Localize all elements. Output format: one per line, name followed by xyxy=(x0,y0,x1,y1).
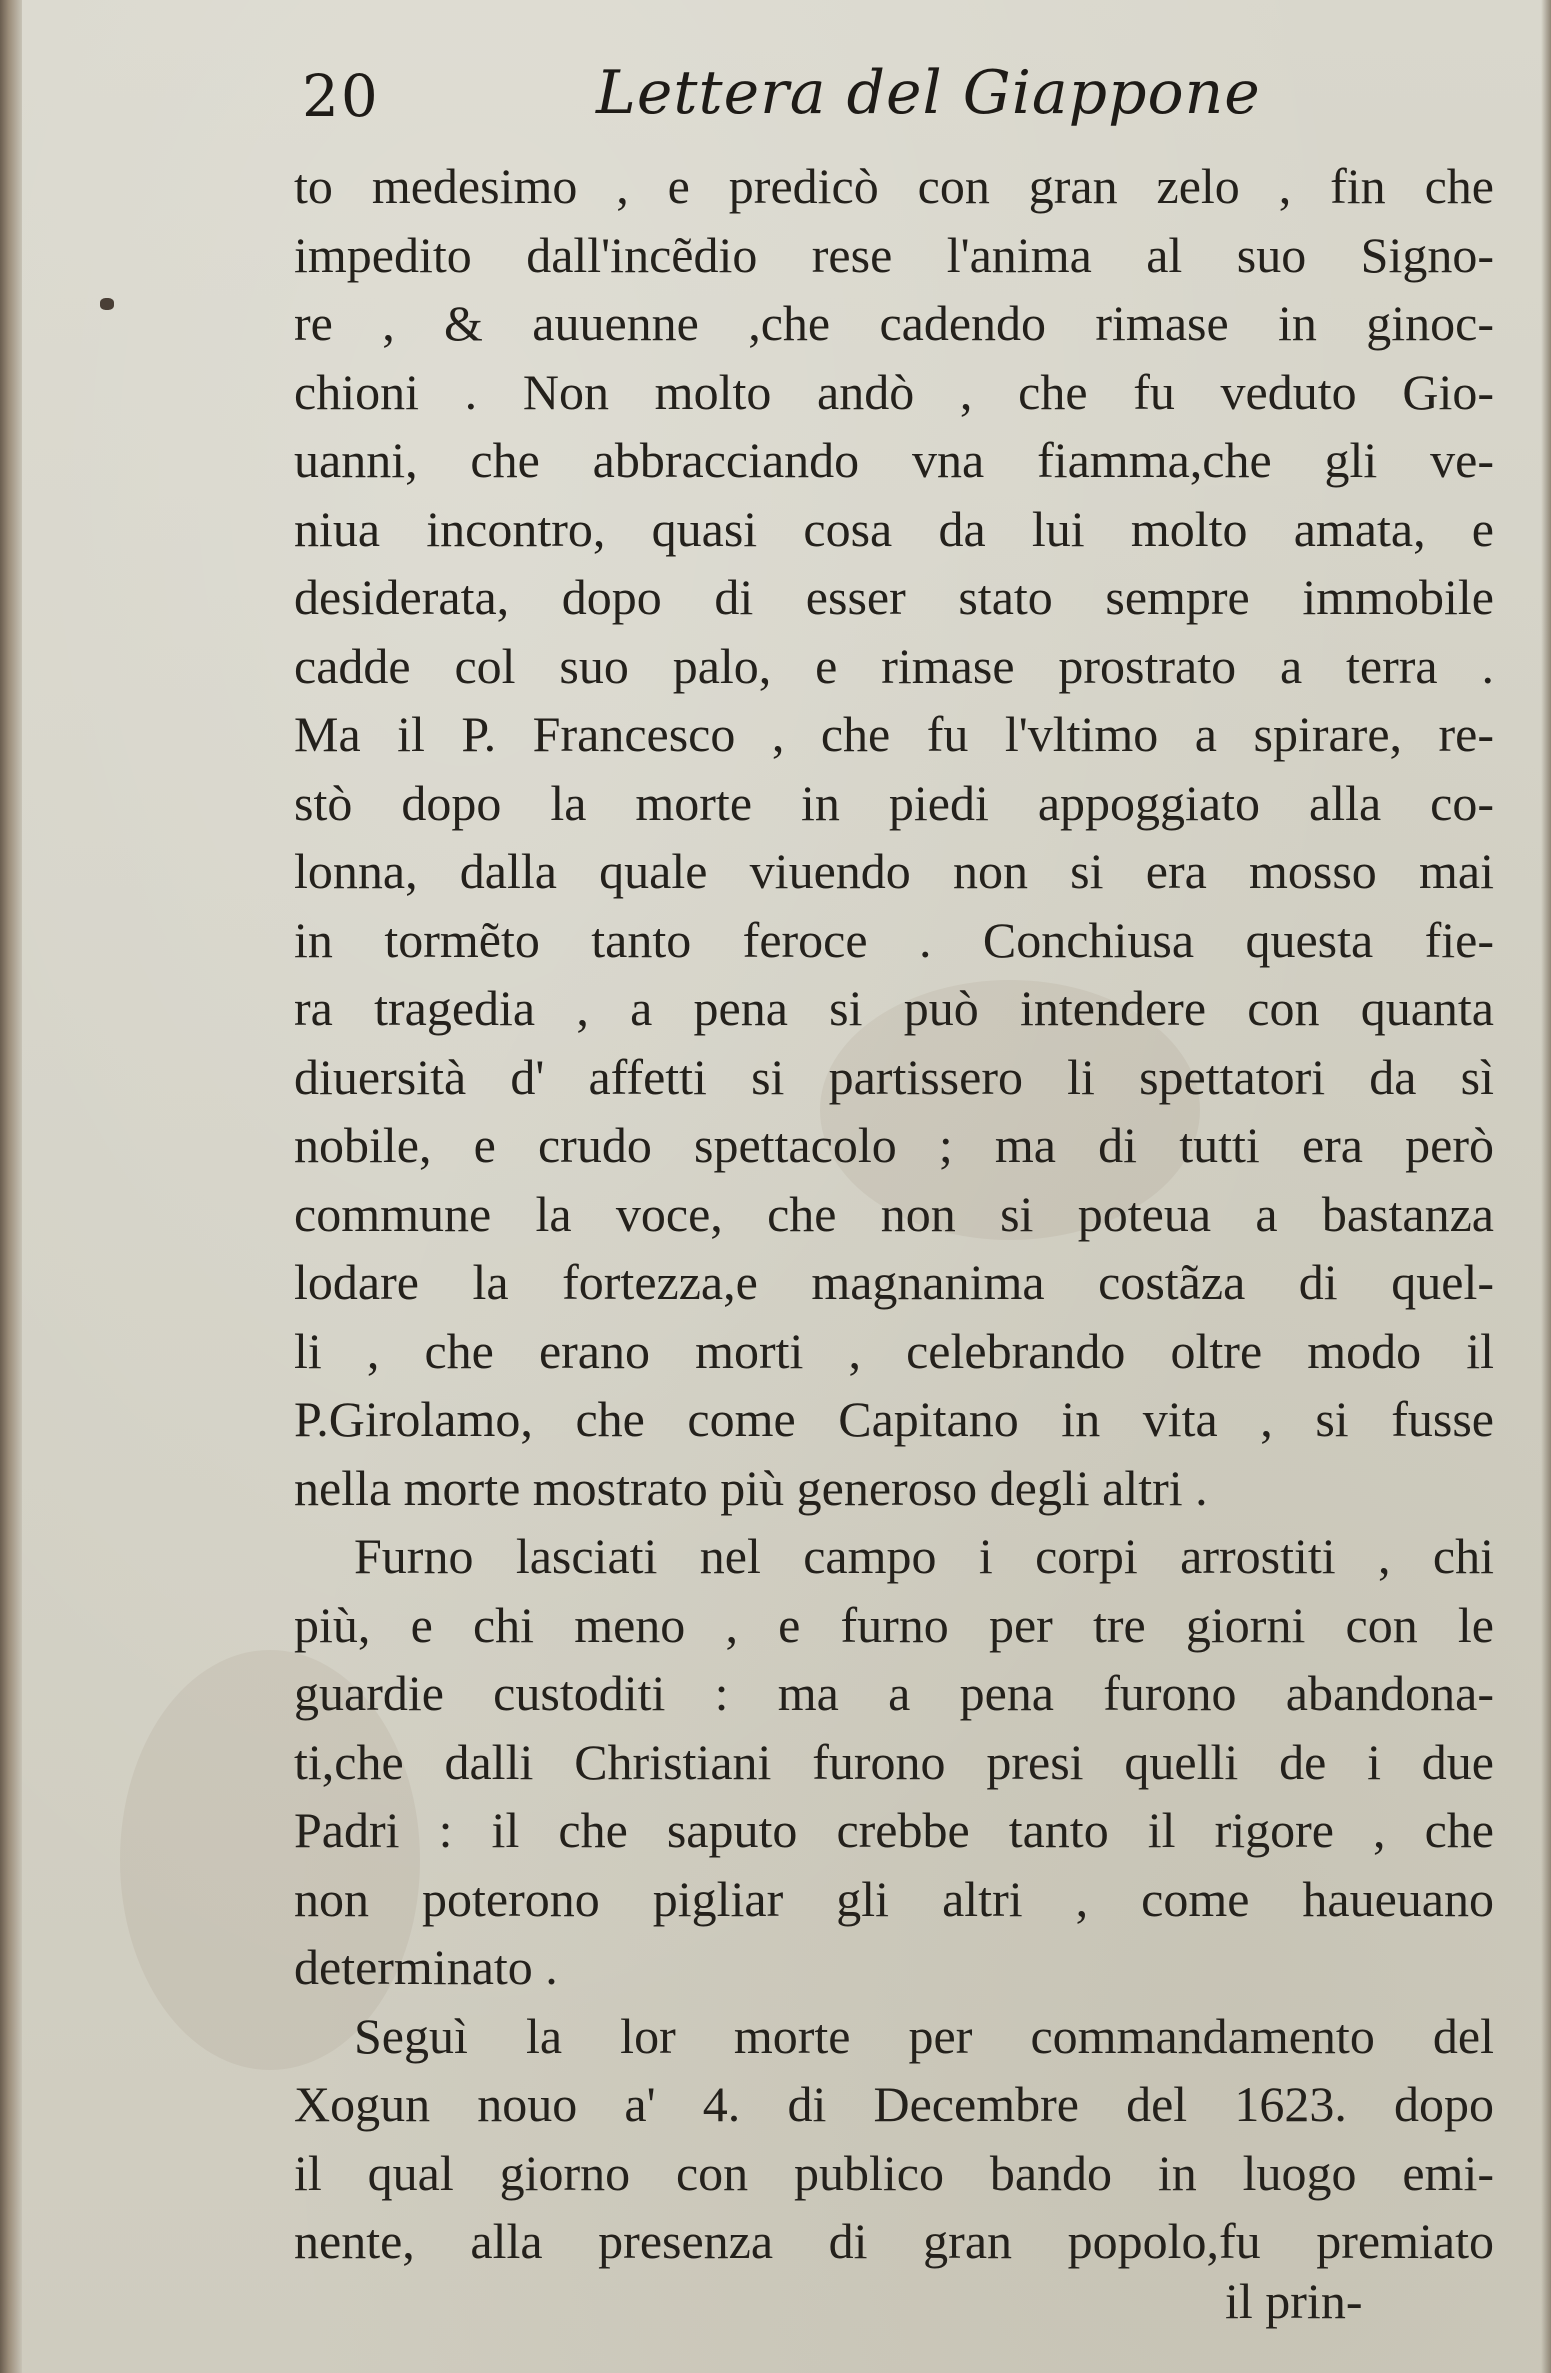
text-line: to medesimo , e predicò con gran zelo , fin che xyxy=(294,158,1494,214)
text-line: desiderata, dopo di esser stato sempre immobile xyxy=(294,569,1494,625)
text-line: nente, alla presenza di gran popolo,fu premiato xyxy=(294,2213,1494,2269)
book-spine-edge xyxy=(0,0,22,2373)
catchword: il prin- xyxy=(1225,2273,1363,2329)
page-number: 20 xyxy=(302,62,380,130)
text-line: ra tragedia , a pena si può intendere con quanta xyxy=(294,980,1494,1036)
text-line: il qual giorno con publico bando in luogo emi- xyxy=(294,2144,1494,2201)
text-line: chioni . Non molto andò , che fu veduto Gio- xyxy=(294,363,1494,420)
text-line: uanni, che abbracciando vna fiamma,che gli ve- xyxy=(294,432,1494,488)
text-line: determinato . xyxy=(294,1939,558,1995)
text-line: stò dopo la morte in piedi appoggiato alla co- xyxy=(294,774,1494,831)
text-line: Furno lasciati nel campo i corpi arrostiti , chi xyxy=(354,1528,1494,1584)
text-line: li , che erano morti , celebrando oltre modo il xyxy=(294,1322,1494,1379)
running-head: Lettera del Giappone xyxy=(596,58,1261,128)
text-line: commune la voce, che non si poteua a bastanza xyxy=(294,1185,1494,1242)
body-text xyxy=(294,152,1494,2276)
text-line: P.Girolamo, che come Capitano in vita , si fusse xyxy=(294,1391,1494,1447)
text-line: Padri : il che saputo crebbe tanto il rigore , che xyxy=(294,1802,1494,1858)
text-line: Seguì la lor morte per commandamento del xyxy=(354,2007,1494,2064)
text-line: cadde col suo palo, e rimase prostrato a terra . xyxy=(294,637,1494,694)
text-line: lonna, dalla quale viuendo non si era mosso mai xyxy=(294,843,1494,899)
text-line: non poterono pigliar gli altri , come haueuano xyxy=(294,1870,1494,1927)
text-line: impedito dall'incẽdio rese l'anima al suo Signo- xyxy=(294,226,1494,283)
text-line: nella morte mostrato più generoso degli altri . xyxy=(294,1459,1208,1516)
text-line: guardie custoditi : ma a pena furono abandona- xyxy=(294,1665,1494,1721)
page-right-edge xyxy=(1541,0,1551,2373)
text-line: Ma il P. Francesco , che fu l'vltimo a spirare, re- xyxy=(294,706,1494,762)
text-line: Xogun nouo a' 4. di Decembre del 1623. dopo xyxy=(294,2076,1494,2132)
text-line: in tormẽto tanto feroce . Conchiusa questa fie- xyxy=(294,911,1494,968)
text-line: diuersità d' affetti si partissero li spettatori da sì xyxy=(294,1048,1494,1105)
ink-speck xyxy=(100,298,114,310)
text-line: lodare la fortezza,e magnanima costãza di quel- xyxy=(294,1254,1494,1310)
text-line: niua incontro, quasi cosa da lui molto amata, e xyxy=(294,500,1494,557)
text-line: nobile, e crudo spettacolo ; ma di tutti era però xyxy=(294,1117,1494,1173)
text-line: più, e chi meno , e furno per tre giorni con le xyxy=(294,1596,1494,1653)
text-line: ti,che dalli Christiani furono presi quelli de i due xyxy=(294,1733,1494,1790)
text-line: re , & auuenne ,che cadendo rimase in ginoc- xyxy=(294,295,1494,351)
